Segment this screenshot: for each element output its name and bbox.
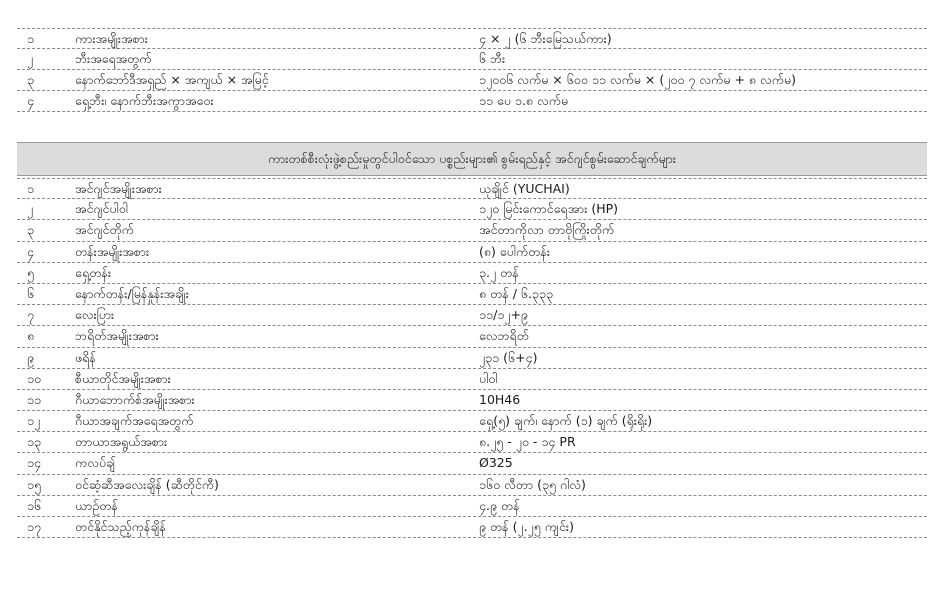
table-row [17,49,927,70]
row-label: ရှေ့တန်း [75,264,112,280]
table-row [17,199,927,220]
row-value: ယုချိုင် (YUCHAI) [479,181,570,196]
row-value: ၁၆၀ လီတာ (၃၅ ဂါလံ) [479,476,586,492]
table-row [17,411,927,432]
row-number: ၇ [27,307,35,323]
table-row [17,517,927,538]
table-row [17,475,927,496]
row-value: ၂၃၁ (၆+၄) [479,349,538,365]
row-number: ၁၁ [27,391,42,407]
section-header: ကားတစ်စီးလုံးဖွဲ့စည်းမှုတွင်ပါဝင်သော ပစ္စည်းများ၏ စွမ်းရည်နှင့် အင်ဂျင်စွမ်းဆောင်ချက်များ [17,142,927,176]
table-row [17,70,927,91]
row-number: ၁၆ [27,497,42,513]
row-number: ၁၃ [27,434,42,450]
row-value: ၈ တန် / ၆.၃၃၃ [479,285,554,301]
row-label: ဂီယာအချက်အရေအတွက် [75,413,194,429]
row-value: ၄.၉ တန် [479,497,520,513]
row-value: ၈.၂၅ - ၂၀ - ၁၄ PR [479,434,576,450]
row-value: ၁၁ ပေ ၁.၈ လက်မ [479,93,569,108]
row-label: ကားအမျိုးအစား [75,31,148,46]
row-label: စီယာတိုင်အမျိုးအစား [75,370,171,386]
table-row [17,348,927,369]
row-value: Ø325 [479,455,513,471]
table-row [17,305,927,326]
row-number: ၁ [27,181,35,196]
table-row [17,390,927,411]
engine-specs-table [17,178,927,538]
row-number: ၂ [27,51,34,66]
row-value: လေဘရိတ် [479,328,529,344]
table-row [17,91,927,112]
row-value: ၃.၂ တန် [479,264,519,280]
table-row [17,242,927,263]
row-number: ၄ [27,93,35,108]
row-label: တင်နိုင်သည့်ကုန်ချိန် [75,519,166,534]
table-row [17,220,927,241]
row-label: အင်ဂျင်တိုက် [75,222,134,238]
row-label: လေးပြား [75,307,115,323]
table-row [17,28,927,49]
row-value: ၁၂၀၀၆ လက်မ × ၆၀၀ ၁၁ လက်မ × (၂၀၀ ၇ လက်မ + ၈ လက်မ) [479,72,797,87]
row-number: ၈ [27,328,35,344]
row-label: ယာဉ်တန် [75,497,118,513]
row-label: နောက်တန်း/မြန်နှုန်းအချိုး [75,285,189,301]
row-value: ပါဝါ [479,370,498,386]
row-number: ၃ [27,222,35,238]
row-value: (၈) ပေါက်တန်း [479,243,550,259]
table-row [17,178,927,199]
table-row [17,496,927,517]
row-number: ၁၅ [27,476,42,492]
row-number: ၁၀ [27,370,42,386]
row-number: ၄ [27,243,35,259]
row-label: အင်ဂျင်ပါဝါ [75,201,128,217]
row-value: ၁၁/၁၂+၉ [479,307,528,323]
row-number: ၉ [27,349,35,365]
row-number: ၅ [27,264,35,280]
row-label: ဘရိတ်အမျိုးအစား [75,328,159,344]
row-label: ရှေ့ဘီး၊ နောက်ဘီးအကွာအဝေး [75,93,214,108]
row-number: ၆ [27,285,35,301]
table-row [17,263,927,284]
row-number: ၁၇ [27,519,42,534]
row-value: ၉ တန် (၂.၂၅ ကျင်း) [479,519,574,534]
row-label: အင်ဂျင်အမျိုးအစား [75,181,162,196]
row-label: ဘီးအရေအတွက် [75,51,152,66]
row-label: နောက်ဘော်ဒီအရှည် × အကျယ် × အမြင့် [75,72,269,87]
table-row [17,284,927,305]
table-row [17,326,927,347]
row-value: ၁၂၀ မြင်းကောင်ရေအား (HP) [479,201,619,217]
row-label: ကလပ်ချ် [75,455,116,471]
vehicle-dimensions-table [17,28,927,112]
row-label: ဂီယာဘောက်စ်အမျိုးအစား [75,391,195,407]
row-value: ၆ ဘီး [479,51,506,66]
row-label: ဝင်ဆံ့ဆီအလေးချိန် (ဆီတိုင်ကီ) [75,476,219,492]
table-row [17,369,927,390]
row-number: ၁ [27,31,35,46]
row-value: ၄ × ၂ (၆ ဘီးမြေသယ်ကား) [479,31,612,46]
row-label: တာယာအရွယ်အစား [75,434,168,450]
table-row [17,453,927,474]
row-label: တန်းအမျိုးအစား [75,243,150,259]
row-number: ၁၄ [27,455,42,471]
row-value: အင်တာကိုလာ တာဗိုကြိုးတိုက် [479,222,615,238]
row-number: ၂ [27,201,34,217]
table-row [17,432,927,453]
row-label: ဖရိန် [75,349,96,365]
row-number: ၁၂ [27,413,41,429]
row-value: 10H46 [479,391,521,407]
row-number: ၃ [27,72,35,87]
row-value: ရှေ့(၅) ချက်၊ နောက် (၁) ချက် (ရိုးရိုး) [479,413,653,429]
